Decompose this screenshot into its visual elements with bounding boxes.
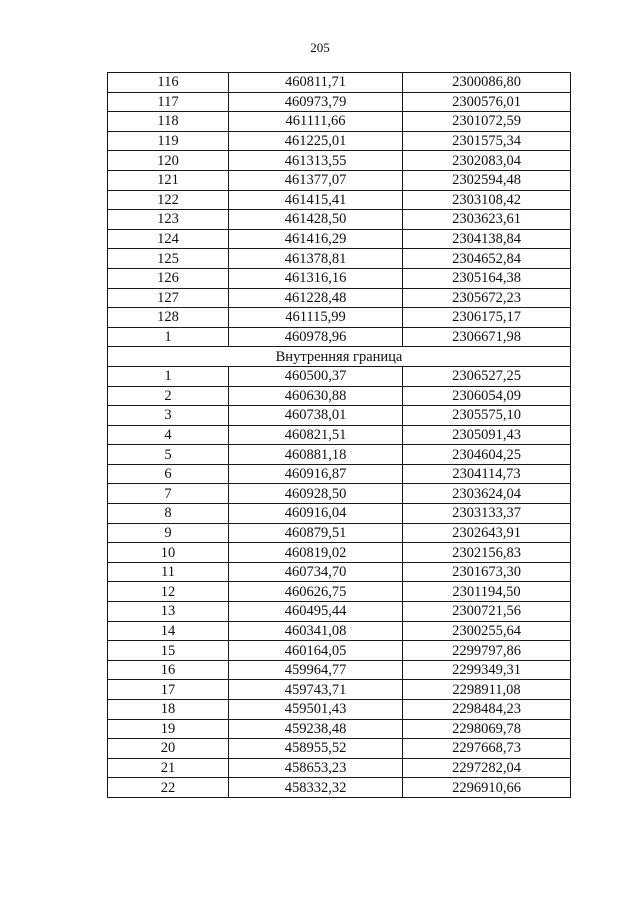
point-number-cell: 5 (108, 445, 229, 465)
point-number-cell: 14 (108, 621, 229, 641)
x-coordinate-cell: 460500,37 (229, 366, 403, 386)
point-number-cell: 121 (108, 170, 229, 190)
point-number-cell: 6 (108, 464, 229, 484)
table-row (108, 739, 571, 759)
point-number-cell: 21 (108, 758, 229, 778)
y-coordinate-cell: 2302643,91 (403, 523, 571, 543)
y-coordinate-cell: 2298911,08 (403, 680, 571, 700)
y-coordinate-cell: 2303133,37 (403, 504, 571, 524)
x-coordinate-cell: 460916,04 (229, 504, 403, 524)
y-coordinate-cell: 2302156,83 (403, 543, 571, 563)
table-row (108, 131, 571, 151)
point-number-cell: 120 (108, 151, 229, 171)
x-coordinate-cell: 460928,50 (229, 484, 403, 504)
point-number-cell: 15 (108, 641, 229, 661)
point-number-cell: 128 (108, 308, 229, 328)
table-row (108, 425, 571, 445)
table-row (108, 229, 571, 249)
table-row (108, 327, 571, 347)
y-coordinate-cell: 2300576,01 (403, 92, 571, 112)
y-coordinate-cell: 2301194,50 (403, 582, 571, 602)
coordinates-table-body (108, 73, 571, 798)
table-row (108, 504, 571, 524)
x-coordinate-cell: 460821,51 (229, 425, 403, 445)
point-number-cell: 118 (108, 112, 229, 132)
y-coordinate-cell: 2300721,56 (403, 602, 571, 622)
x-coordinate-cell: 459501,43 (229, 700, 403, 720)
y-coordinate-cell: 2301673,30 (403, 562, 571, 582)
table-row (108, 249, 571, 269)
table-row (108, 73, 571, 93)
y-coordinate-cell: 2297282,04 (403, 758, 571, 778)
table-row (108, 112, 571, 132)
y-coordinate-cell: 2301072,59 (403, 112, 571, 132)
x-coordinate-cell: 459964,77 (229, 660, 403, 680)
x-coordinate-cell: 461313,55 (229, 151, 403, 171)
x-coordinate-cell: 460630,88 (229, 386, 403, 406)
y-coordinate-cell: 2299797,86 (403, 641, 571, 661)
x-coordinate-cell: 458653,23 (229, 758, 403, 778)
x-coordinate-cell: 459238,48 (229, 719, 403, 739)
y-coordinate-cell: 2306054,09 (403, 386, 571, 406)
x-coordinate-cell: 461111,66 (229, 112, 403, 132)
table-row (108, 700, 571, 720)
x-coordinate-cell: 461415,41 (229, 190, 403, 210)
x-coordinate-cell: 460881,18 (229, 445, 403, 465)
x-coordinate-cell: 458955,52 (229, 739, 403, 759)
point-number-cell: 4 (108, 425, 229, 445)
x-coordinate-cell: 460973,79 (229, 92, 403, 112)
point-number-cell: 13 (108, 602, 229, 622)
x-coordinate-cell: 461225,01 (229, 131, 403, 151)
x-coordinate-cell: 461228,48 (229, 288, 403, 308)
point-number-cell: 117 (108, 92, 229, 112)
table-row (108, 719, 571, 739)
x-coordinate-cell: 461316,16 (229, 268, 403, 288)
table-row (108, 406, 571, 426)
point-number-cell: 22 (108, 778, 229, 798)
table-row (108, 660, 571, 680)
point-number-cell: 18 (108, 700, 229, 720)
x-coordinate-cell: 460738,01 (229, 406, 403, 426)
y-coordinate-cell: 2305672,23 (403, 288, 571, 308)
point-number-cell: 16 (108, 660, 229, 680)
point-number-cell: 116 (108, 73, 229, 93)
point-number-cell: 19 (108, 719, 229, 739)
table-row (108, 523, 571, 543)
x-coordinate-cell: 461377,07 (229, 170, 403, 190)
y-coordinate-cell: 2300086,80 (403, 73, 571, 93)
point-number-cell: 127 (108, 288, 229, 308)
x-coordinate-cell: 458332,32 (229, 778, 403, 798)
table-row (108, 92, 571, 112)
x-coordinate-cell: 460978,96 (229, 327, 403, 347)
y-coordinate-cell: 2305164,38 (403, 268, 571, 288)
y-coordinate-cell: 2299349,31 (403, 660, 571, 680)
y-coordinate-cell: 2304138,84 (403, 229, 571, 249)
y-coordinate-cell: 2303624,04 (403, 484, 571, 504)
y-coordinate-cell: 2305091,43 (403, 425, 571, 445)
coordinates-table (107, 72, 571, 798)
y-coordinate-cell: 2303108,42 (403, 190, 571, 210)
point-number-cell: 12 (108, 582, 229, 602)
point-number-cell: 9 (108, 523, 229, 543)
table-row (108, 445, 571, 465)
table-row (108, 366, 571, 386)
y-coordinate-cell: 2303623,61 (403, 210, 571, 230)
table-row (108, 641, 571, 661)
table-row (108, 778, 571, 798)
point-number-cell: 1 (108, 366, 229, 386)
point-number-cell: 126 (108, 268, 229, 288)
point-number-cell: 17 (108, 680, 229, 700)
table-row (108, 758, 571, 778)
x-coordinate-cell: 461416,29 (229, 229, 403, 249)
point-number-cell: 1 (108, 327, 229, 347)
table-row (108, 484, 571, 504)
y-coordinate-cell: 2301575,34 (403, 131, 571, 151)
x-coordinate-cell: 461428,50 (229, 210, 403, 230)
table-row (108, 621, 571, 641)
point-number-cell: 122 (108, 190, 229, 210)
y-coordinate-cell: 2302594,48 (403, 170, 571, 190)
table-row (108, 151, 571, 171)
table-row (108, 602, 571, 622)
x-coordinate-cell: 460916,87 (229, 464, 403, 484)
point-number-cell: 10 (108, 543, 229, 563)
y-coordinate-cell: 2300255,64 (403, 621, 571, 641)
point-number-cell: 11 (108, 562, 229, 582)
x-coordinate-cell: 461115,99 (229, 308, 403, 328)
x-coordinate-cell: 460164,05 (229, 641, 403, 661)
table-row (108, 190, 571, 210)
table-row (108, 543, 571, 563)
point-number-cell: 7 (108, 484, 229, 504)
point-number-cell: 123 (108, 210, 229, 230)
x-coordinate-cell: 460341,08 (229, 621, 403, 641)
y-coordinate-cell: 2304604,25 (403, 445, 571, 465)
point-number-cell: 119 (108, 131, 229, 151)
table-row (108, 582, 571, 602)
y-coordinate-cell: 2306527,25 (403, 366, 571, 386)
x-coordinate-cell: 460626,75 (229, 582, 403, 602)
x-coordinate-cell: 461378,81 (229, 249, 403, 269)
y-coordinate-cell: 2296910,66 (403, 778, 571, 798)
point-number-cell: 2 (108, 386, 229, 406)
section-heading-row (108, 347, 571, 367)
point-number-cell: 124 (108, 229, 229, 249)
table-row (108, 308, 571, 328)
y-coordinate-cell: 2305575,10 (403, 406, 571, 426)
point-number-cell: 8 (108, 504, 229, 524)
x-coordinate-cell: 460734,70 (229, 562, 403, 582)
table-row (108, 464, 571, 484)
table-row (108, 268, 571, 288)
y-coordinate-cell: 2302083,04 (403, 151, 571, 171)
table-row (108, 680, 571, 700)
y-coordinate-cell: 2304114,73 (403, 464, 571, 484)
y-coordinate-cell: 2304652,84 (403, 249, 571, 269)
y-coordinate-cell: 2298484,23 (403, 700, 571, 720)
x-coordinate-cell: 460495,44 (229, 602, 403, 622)
table-row (108, 288, 571, 308)
page-number: 205 (310, 40, 330, 55)
table-row (108, 210, 571, 230)
x-coordinate-cell: 460819,02 (229, 543, 403, 563)
y-coordinate-cell: 2306175,17 (403, 308, 571, 328)
table-row (108, 386, 571, 406)
point-number-cell: 125 (108, 249, 229, 269)
y-coordinate-cell: 2306671,98 (403, 327, 571, 347)
x-coordinate-cell: 460811,71 (229, 73, 403, 93)
table-row (108, 562, 571, 582)
table-row (108, 170, 571, 190)
section-heading-inner-boundary: Внутренняя граница (108, 347, 571, 367)
y-coordinate-cell: 2297668,73 (403, 739, 571, 759)
x-coordinate-cell: 459743,71 (229, 680, 403, 700)
point-number-cell: 20 (108, 739, 229, 759)
y-coordinate-cell: 2298069,78 (403, 719, 571, 739)
point-number-cell: 3 (108, 406, 229, 426)
x-coordinate-cell: 460879,51 (229, 523, 403, 543)
